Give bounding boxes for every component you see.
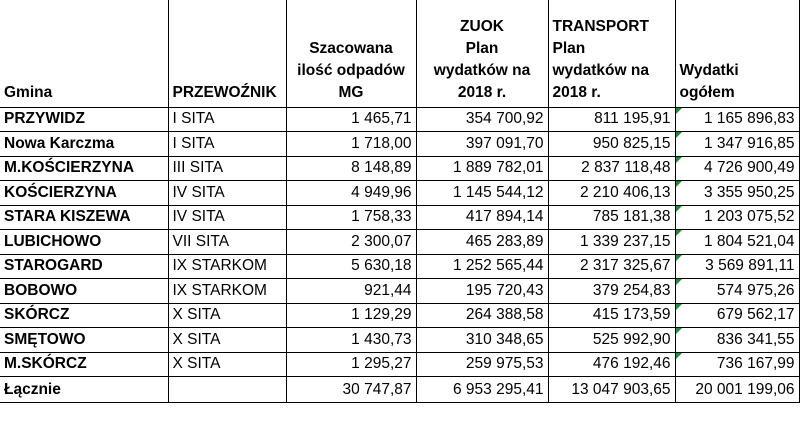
header-ilosc[interactable]: [286, 0, 416, 107]
ilosc-cell[interactable]: 1 129,29: [286, 303, 416, 328]
ilosc-cell[interactable]: 1 295,27: [286, 352, 416, 377]
zuok-cell[interactable]: 1 252 565,44: [416, 254, 548, 279]
header-zuok[interactable]: [416, 0, 548, 107]
header-zuok-line: wydatków na: [433, 61, 531, 79]
gmina-cell[interactable]: STARA KISZEWA: [0, 205, 168, 230]
transport-cell[interactable]: 950 825,15: [548, 132, 675, 157]
zuok-cell[interactable]: 1 145 544,12: [416, 181, 548, 206]
gmina-cell[interactable]: KOŚCIERZYNA: [0, 181, 168, 206]
header-transport[interactable]: [548, 0, 675, 107]
table-row: [0, 132, 799, 157]
przewoznik-cell[interactable]: IX STARKOM: [168, 279, 286, 304]
przewoznik-cell[interactable]: III SITA: [168, 156, 286, 181]
transport-cell[interactable]: 525 992,90: [548, 328, 675, 353]
transport-cell[interactable]: 2 317 325,67: [548, 254, 675, 279]
ilosc-cell[interactable]: 2 300,07: [286, 230, 416, 255]
wydatki-cell[interactable]: 3 569 891,11: [675, 254, 799, 279]
ilosc-cell[interactable]: 1 430,73: [286, 328, 416, 353]
przewoznik-cell[interactable]: I SITA: [168, 132, 286, 157]
header-przewoznik[interactable]: PRZEWOŹNIK: [168, 0, 286, 107]
table-row: [0, 107, 799, 132]
header-ilosc-line: ilość odpadów: [297, 61, 405, 79]
total-transport-cell[interactable]: 13 047 903,65: [548, 377, 675, 403]
header-zuok-line: Plan: [465, 39, 499, 57]
transport-cell[interactable]: 785 181,38: [548, 205, 675, 230]
gmina-cell[interactable]: M.KOŚCIERZYNA: [0, 156, 168, 181]
table-row: [0, 156, 799, 181]
przewoznik-cell[interactable]: X SITA: [168, 328, 286, 353]
table-row: [0, 303, 799, 328]
wydatki-cell[interactable]: 3 355 950,25: [675, 181, 799, 206]
header-zuok-line: ZUOK: [460, 17, 504, 35]
zuok-cell[interactable]: 310 348,65: [416, 328, 548, 353]
wydatki-cell[interactable]: 679 562,17: [675, 303, 799, 328]
total-wydatki-cell[interactable]: 20 001 199,06: [675, 377, 799, 403]
wydatki-cell[interactable]: 1 165 896,83: [675, 107, 799, 132]
transport-cell[interactable]: 2 837 118,48: [548, 156, 675, 181]
ilosc-cell[interactable]: 1 718,00: [286, 132, 416, 157]
przewoznik-cell[interactable]: X SITA: [168, 352, 286, 377]
table-row: [0, 181, 799, 206]
ilosc-cell[interactable]: 8 148,89: [286, 156, 416, 181]
wydatki-cell[interactable]: 4 726 900,49: [675, 156, 799, 181]
transport-cell[interactable]: 379 254,83: [548, 279, 675, 304]
table-row: [0, 205, 799, 230]
wydatki-cell[interactable]: 1 804 521,04: [675, 230, 799, 255]
zuok-cell[interactable]: 397 091,70: [416, 132, 548, 157]
header-row: [0, 0, 799, 107]
header-transport-line: wydatków na: [552, 61, 649, 79]
zuok-cell[interactable]: 354 700,92: [416, 107, 548, 132]
transport-cell[interactable]: 811 195,91: [548, 107, 675, 132]
transport-cell[interactable]: 1 339 237,15: [548, 230, 675, 255]
table-row: [0, 352, 799, 377]
gmina-cell[interactable]: SKÓRCZ: [0, 303, 168, 328]
wydatki-cell[interactable]: 1 347 916,85: [675, 132, 799, 157]
gmina-cell[interactable]: BOBOWO: [0, 279, 168, 304]
przewoznik-cell[interactable]: X SITA: [168, 303, 286, 328]
header-transport-line: Plan: [552, 39, 586, 57]
przewoznik-cell[interactable]: IX STARKOM: [168, 254, 286, 279]
table-row: [0, 230, 799, 255]
gmina-cell[interactable]: LUBICHOWO: [0, 230, 168, 255]
przewoznik-cell[interactable]: IV SITA: [168, 181, 286, 206]
ilosc-cell[interactable]: 5 630,18: [286, 254, 416, 279]
gmina-cell[interactable]: M.SKÓRCZ: [0, 352, 168, 377]
zuok-cell[interactable]: 195 720,43: [416, 279, 548, 304]
gmina-cell[interactable]: PRZYWIDZ: [0, 107, 168, 132]
ilosc-cell[interactable]: 1 758,33: [286, 205, 416, 230]
przewoznik-cell[interactable]: VII SITA: [168, 230, 286, 255]
header-wydatki[interactable]: [675, 0, 799, 107]
zuok-cell[interactable]: 417 894,14: [416, 205, 548, 230]
header-transport-line: TRANSPORT: [552, 17, 649, 35]
wydatki-cell[interactable]: 836 341,55: [675, 328, 799, 353]
zuok-cell[interactable]: 1 889 782,01: [416, 156, 548, 181]
header-ilosc-line: MG: [338, 83, 364, 101]
gmina-cell[interactable]: STAROGARD: [0, 254, 168, 279]
header-ilosc-line: Szacowana: [309, 39, 393, 57]
ilosc-cell[interactable]: 1 465,71: [286, 107, 416, 132]
przewoznik-cell[interactable]: I SITA: [168, 107, 286, 132]
wydatki-cell[interactable]: 574 975,26: [675, 279, 799, 304]
wydatki-cell[interactable]: 1 203 075,52: [675, 205, 799, 230]
transport-cell[interactable]: 476 192,46: [548, 352, 675, 377]
transport-cell[interactable]: 415 173,59: [548, 303, 675, 328]
header-gmina[interactable]: Gmina: [0, 0, 168, 107]
table-row: [0, 328, 799, 353]
table-body: [0, 107, 799, 377]
total-label-cell[interactable]: Łącznie: [0, 377, 168, 403]
total-przewoznik-cell[interactable]: [168, 377, 286, 403]
wydatki-cell[interactable]: 736 167,99: [675, 352, 799, 377]
zuok-cell[interactable]: 259 975,53: [416, 352, 548, 377]
header-wydatki-line: ogółem: [679, 83, 735, 101]
ilosc-cell[interactable]: 921,44: [286, 279, 416, 304]
header-transport-line: 2018 r.: [552, 83, 601, 101]
table-row: [0, 279, 799, 304]
total-zuok-cell[interactable]: 6 953 295,41: [416, 377, 548, 403]
total-row: [0, 377, 799, 403]
total-ilosc-cell[interactable]: 30 747,87: [286, 377, 416, 403]
header-zuok-line: 2018 r.: [457, 83, 507, 101]
zuok-cell[interactable]: 264 388,58: [416, 303, 548, 328]
table-row: [0, 254, 799, 279]
przewoznik-cell[interactable]: IV SITA: [168, 205, 286, 230]
ilosc-cell[interactable]: 4 949,96: [286, 181, 416, 206]
gmina-cell[interactable]: SMĘTOWO: [0, 328, 168, 353]
zuok-cell[interactable]: 465 283,89: [416, 230, 548, 255]
gmina-cell[interactable]: Nowa Karczma: [0, 132, 168, 157]
header-wydatki-line: Wydatki: [679, 61, 739, 79]
transport-cell[interactable]: 2 210 406,13: [548, 181, 675, 206]
